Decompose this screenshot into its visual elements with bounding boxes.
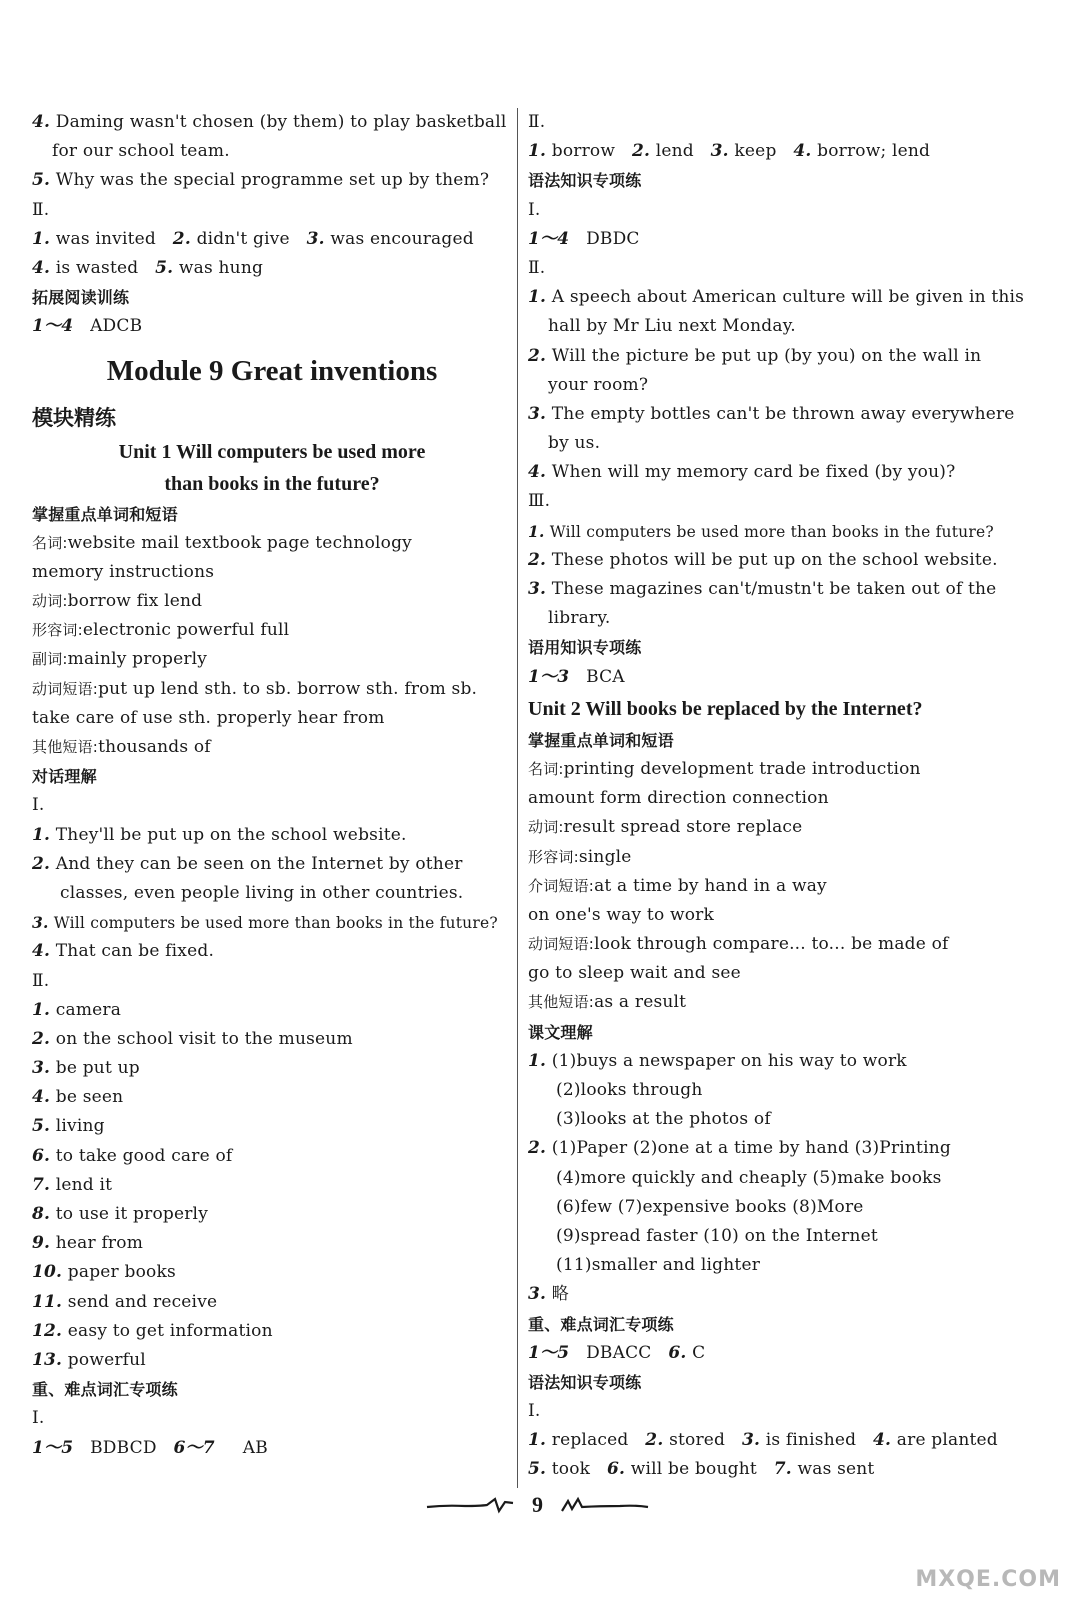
answer-line: 3. Will computers be used more than books in the future?	[32, 913, 498, 933]
answer-line: 4. When will my memory card be fixed (by you)?	[528, 462, 956, 483]
answer-line: 1. replaced 2. stored 3. is finished 4. are planted	[528, 1430, 998, 1451]
section-heading: 课文理解	[528, 1022, 593, 1042]
answer-line: 1. was invited 2. didn't give 3. was encouraged	[32, 228, 474, 249]
roman-numeral: Ⅰ.	[528, 1401, 541, 1422]
section-heading: 语用知识专项练	[528, 638, 642, 658]
answer-line: 3. 略	[528, 1284, 569, 1305]
answer-line: library.	[548, 608, 611, 629]
vocab-line: 动词短语:look through compare... to... be made of	[528, 934, 949, 955]
roman-numeral: Ⅰ.	[528, 199, 541, 220]
answer-line: 3. be put up	[32, 1058, 140, 1079]
unit-title: Unit 1 Will computers be used more	[118, 440, 426, 463]
vocab-line: 动词:borrow fix lend	[32, 591, 203, 612]
roman-numeral: Ⅰ.	[32, 1408, 45, 1429]
answer-line: 5. living	[32, 1116, 105, 1137]
vocab-line: memory instructions	[32, 561, 215, 582]
answer-line: 12. easy to get information	[32, 1320, 273, 1341]
vocab-line: 形容词:electronic powerful full	[32, 620, 290, 641]
answer-line: 2. Will the picture be put up (by you) on the wall in	[528, 345, 982, 366]
page-footer	[0, 1492, 1075, 1518]
answer-line: (4)more quickly and cheaply (5)make books	[556, 1167, 942, 1188]
vocab-line: 副词:mainly properly	[32, 649, 208, 670]
answer-line: 10. paper books	[32, 1262, 176, 1283]
answer-line: 1～4 DBDC	[528, 228, 640, 249]
vocab-line: 介词短语:at a time by hand in a way	[528, 875, 827, 896]
answer-line: 3. These magazines can't/mustn't be taken out of the	[528, 579, 997, 599]
vocab-line: 形容词:single	[528, 846, 632, 867]
vocab-line: 其他短语:as a result	[528, 992, 687, 1013]
answer-line: 2. And they can be seen on the Internet by other	[32, 853, 463, 874]
answer-line: 1. A speech about American culture will be given in this	[528, 287, 1025, 308]
answer-line: 1～3 BCA	[528, 666, 625, 687]
unit-title: Unit 2 Will books be replaced by the Internet?	[528, 697, 923, 720]
roman-numeral: Ⅱ.	[528, 257, 546, 278]
right-column	[528, 108, 1028, 1485]
vocab-line: amount form direction connection	[528, 788, 829, 809]
section-heading: 掌握重点单词和短语	[528, 730, 674, 750]
section-heading: 语法知识专项练	[528, 171, 642, 191]
answer-line: 1. camera	[32, 999, 122, 1020]
answer-line: 4. Daming wasn't chosen (by them) to play basketball	[32, 112, 507, 132]
answer-line: 1～4 ADCB	[32, 316, 143, 337]
roman-numeral: Ⅱ.	[32, 199, 50, 220]
answer-line: 4. is wasted 5. was hung	[32, 257, 264, 278]
answer-line: classes, even people living in other countries.	[60, 882, 464, 903]
right-ornament-icon	[560, 1493, 650, 1517]
answer-line: 4. be seen	[32, 1087, 124, 1108]
vocab-line: on one's way to work	[528, 904, 715, 925]
section-heading: 语法知识专项练	[528, 1372, 642, 1392]
vocab-line: 名词:website mail textbook page technology	[32, 532, 412, 553]
section-heading: 对话理解	[32, 767, 97, 787]
vocab-line: go to sleep wait and see	[528, 963, 741, 984]
answer-line: 1. Will computers be used more than books in the future?	[528, 521, 994, 541]
answer-line: 1～5 BDBCD 6～7 AB	[32, 1437, 268, 1458]
answer-line: (3)looks at the photos of	[556, 1109, 771, 1130]
answer-line: (6)few (7)expensive books (8)More	[556, 1196, 864, 1217]
vocab-line: 名词:printing development trade introduction	[528, 758, 921, 779]
answer-line: 2. on the school visit to the museum	[32, 1028, 353, 1049]
answer-line: 5. Why was the special programme set up by them?	[32, 170, 490, 191]
answer-line: 2. These photos will be put up on the school website.	[528, 549, 998, 570]
answer-line: 11. send and receive	[32, 1291, 218, 1312]
answer-line: 1. (1)buys a newspaper on his way to work	[528, 1050, 907, 1071]
answer-line: 1～5 DBACC 6. C	[528, 1342, 706, 1363]
watermark: MXQE.COM	[915, 1567, 1061, 1592]
section-heading: 掌握重点单词和短语	[32, 504, 178, 524]
answer-line: (9)spread faster (10) on the Internet	[556, 1225, 878, 1246]
page-number: 9	[532, 1492, 543, 1517]
unit-title: than books in the future?	[164, 472, 380, 495]
answer-line: for our school team.	[52, 141, 230, 162]
roman-numeral: Ⅱ.	[32, 970, 50, 991]
vocab-line: 其他短语:thousands of	[32, 737, 211, 757]
roman-numeral: Ⅲ.	[528, 491, 551, 512]
vocab-line: 动词:result spread store replace	[528, 817, 803, 838]
module-practice-heading: 模块精练	[32, 405, 116, 430]
section-heading: 重、难点词汇专项练	[32, 1380, 178, 1400]
section-heading: 重、难点词汇专项练	[528, 1314, 674, 1334]
answer-line: 13. powerful	[32, 1349, 146, 1370]
answer-line: 8. to use it properly	[32, 1204, 208, 1224]
answer-line: 1. They'll be put up on the school website.	[32, 824, 407, 845]
answer-line: 6. to take good care of	[32, 1145, 233, 1166]
vocab-line: take care of use sth. properly hear from	[32, 707, 385, 728]
column-divider	[517, 108, 518, 1488]
answer-line: by us.	[548, 433, 601, 454]
answer-line: (2)looks through	[556, 1080, 703, 1100]
answer-line: 9. hear from	[32, 1233, 144, 1254]
answer-line: your room?	[548, 374, 649, 395]
answer-line: 2. (1)Paper (2)one at a time by hand (3)Printing	[528, 1138, 951, 1159]
answer-line: 5. took 6. will be bought 7. was sent	[528, 1459, 875, 1480]
answer-line: (11)smaller and lighter	[556, 1255, 761, 1276]
left-ornament-icon	[425, 1493, 515, 1517]
roman-numeral: Ⅰ.	[32, 795, 45, 816]
answer-line: 3. The empty bottles can't be thrown away everywhere	[528, 403, 1015, 424]
answer-line: 1. borrow 2. lend 3. keep 4. borrow; lend	[528, 141, 931, 162]
answer-line: 4. That can be fixed.	[32, 941, 215, 962]
answer-line: 7. lend it	[32, 1174, 113, 1195]
left-column	[32, 108, 512, 1463]
vocab-line: 动词短语:put up lend sth. to sb. borrow sth. from sb.	[32, 678, 478, 699]
section-heading: 拓展阅读训练	[32, 288, 130, 308]
roman-numeral: Ⅱ.	[528, 112, 546, 132]
answer-line: hall by Mr Liu next Monday.	[548, 316, 796, 337]
module-title: Module 9 Great inventions	[106, 354, 438, 387]
